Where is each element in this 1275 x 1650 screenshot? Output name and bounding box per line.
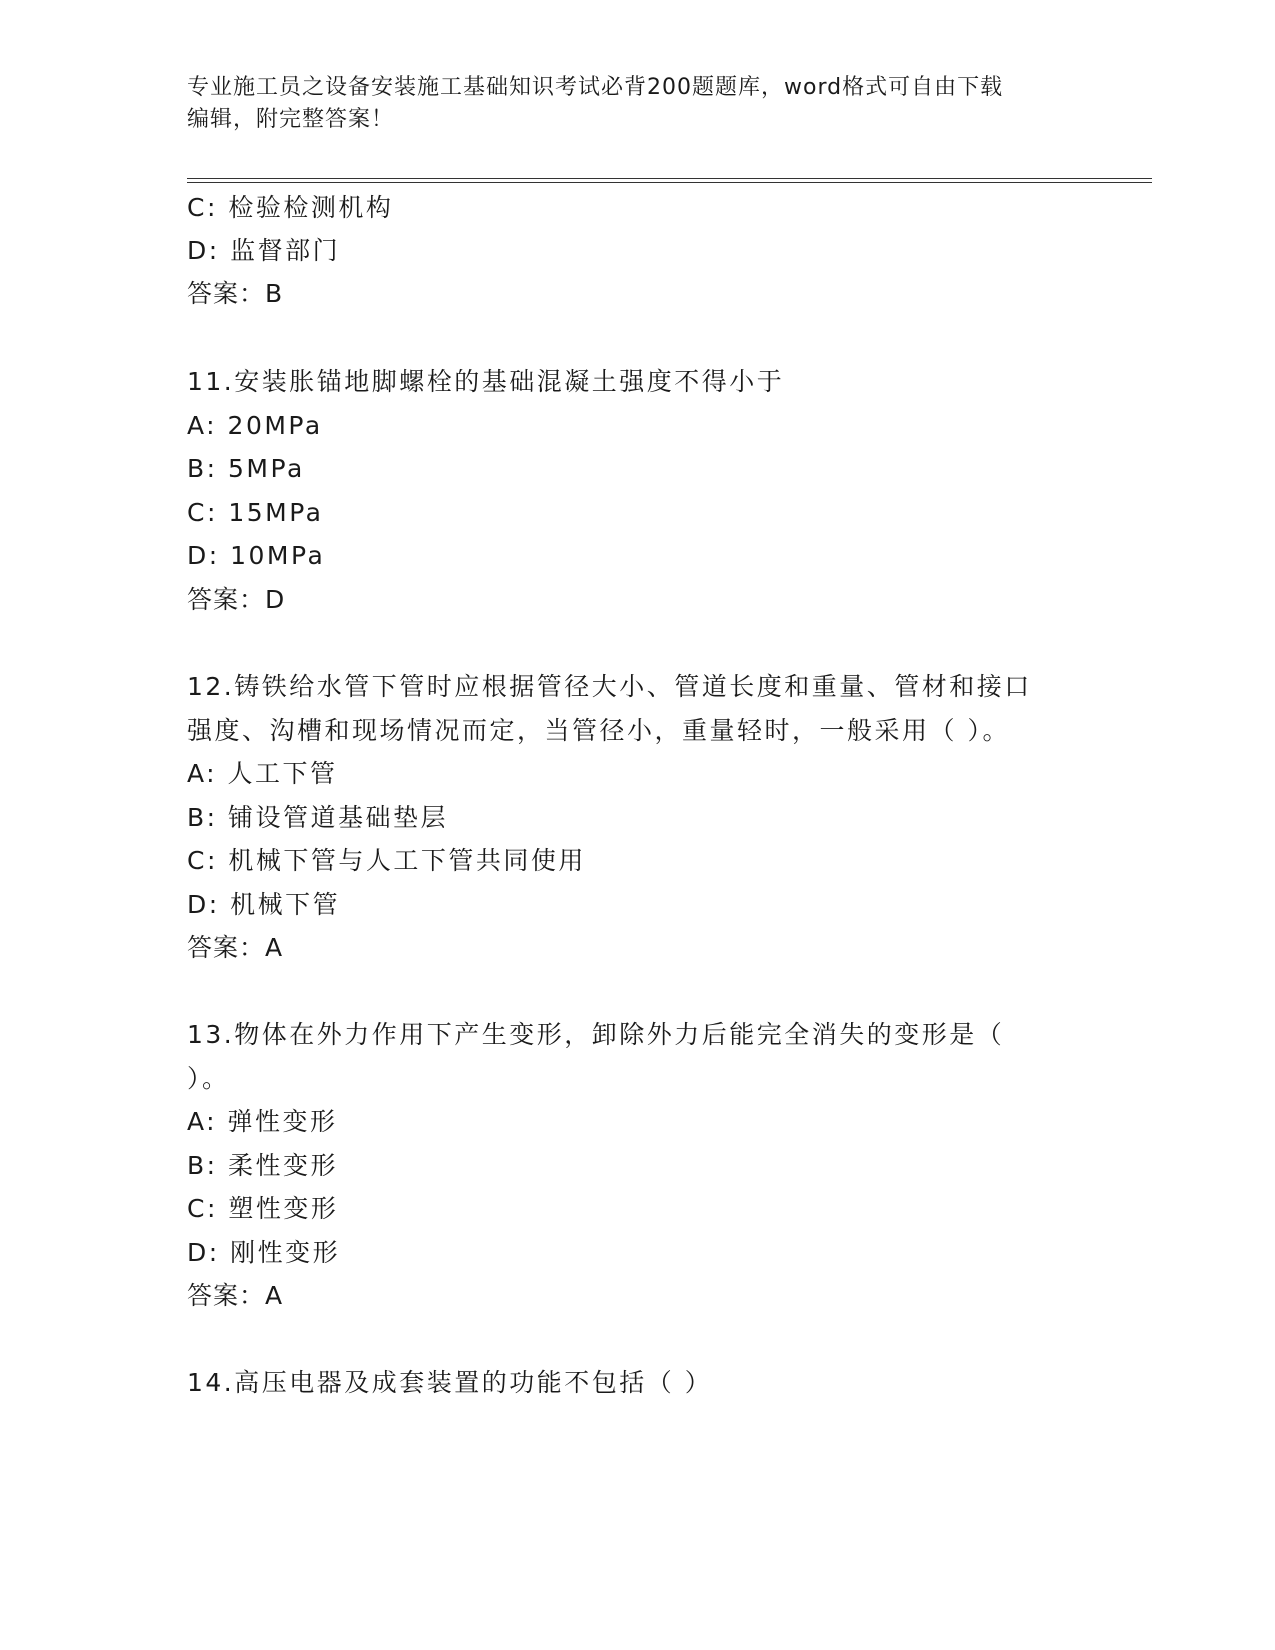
q11-answer: 答案：D xyxy=(187,585,286,614)
q12-option-a: A: 人工下管 xyxy=(187,759,338,788)
header-divider-top xyxy=(187,178,1152,179)
q12-stem-line2: 强度、沟槽和现场情况而定，当管径小，重量轻时，一般采用（ ）。 xyxy=(187,716,1010,745)
prev-option-c: C: 检验检测机构 xyxy=(187,193,394,222)
q13-stem-line1: 13.物体在外力作用下产生变形，卸除外力后能完全消失的变形是（ xyxy=(187,1020,1005,1049)
q11-option-c: C: 15MPa xyxy=(187,498,324,527)
q12-stem-line1: 12.铸铁给水管下管时应根据管径大小、管道长度和重量、管材和接口 xyxy=(187,672,1032,701)
q12-option-b: B: 铺设管道基础垫层 xyxy=(187,803,449,832)
q12-answer: 答案：A xyxy=(187,933,284,962)
q11-option-d: D: 10MPa xyxy=(187,541,326,570)
document-header xyxy=(187,72,1087,136)
q11-stem: 11.安装胀锚地脚螺栓的基础混凝土强度不得小于 xyxy=(187,367,785,396)
q11-option-b: B: 5MPa xyxy=(187,454,305,483)
q11-option-a: A: 20MPa xyxy=(187,411,323,440)
prev-answer: 答案：B xyxy=(187,279,284,308)
prev-option-d: D: 监督部门 xyxy=(187,236,341,265)
header-title-line2: 编辑，附完整答案！ xyxy=(187,107,395,132)
q12-option-d: D: 机械下管 xyxy=(187,890,341,919)
q13-option-c: C: 塑性变形 xyxy=(187,1194,339,1223)
q13-answer: 答案：A xyxy=(187,1281,284,1310)
header-divider-bottom xyxy=(187,182,1152,183)
q13-stem-line2: ）。 xyxy=(187,1064,230,1093)
q13-option-b: B: 柔性变形 xyxy=(187,1151,339,1180)
q13-option-a: A: 弹性变形 xyxy=(187,1107,338,1136)
header-title-line1: 专业施工员之设备安装施工基础知识考试必背200题题库，word格式可自由下载 xyxy=(187,75,1004,100)
q14-stem: 14.高压电器及成套装置的功能不包括（ ） xyxy=(187,1368,713,1397)
q13-option-d: D: 刚性变形 xyxy=(187,1238,341,1267)
q12-option-c: C: 机械下管与人工下管共同使用 xyxy=(187,846,586,875)
